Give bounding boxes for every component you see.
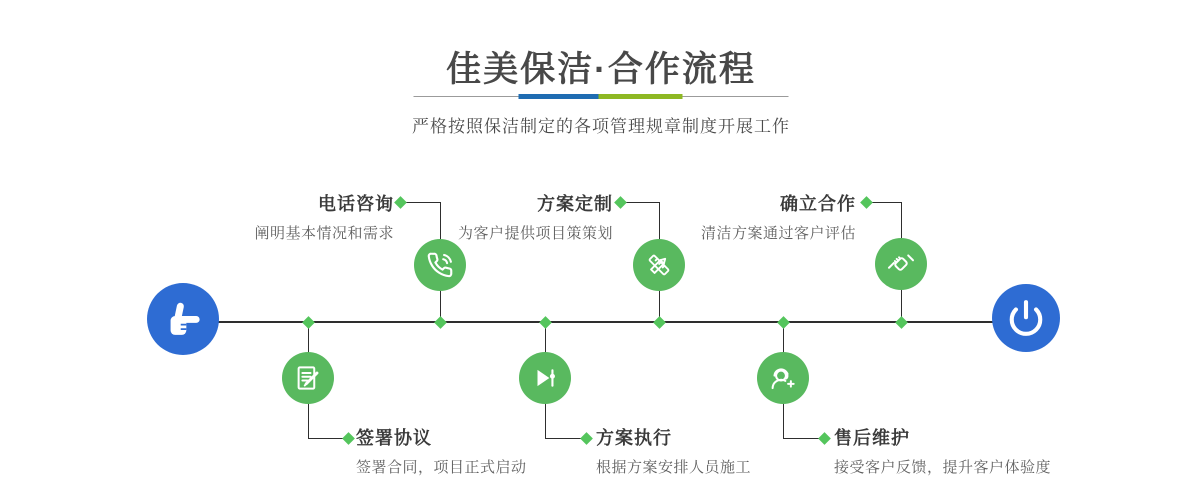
diamond-marker [302, 316, 315, 329]
step-text-service [834, 424, 1051, 477]
step-label: 签署协议 [356, 428, 432, 448]
step-text-sign [356, 424, 527, 477]
step-circle-design [633, 239, 685, 291]
diamond-marker [818, 432, 831, 445]
phone-icon [425, 250, 455, 280]
step-desc: 清洁方案通过客户评估 [700, 225, 856, 242]
execute-icon [530, 363, 560, 393]
end-circle [992, 284, 1060, 352]
step-circle-handshake [875, 238, 927, 290]
divider-blue-segment [519, 94, 599, 99]
divider-green-segment [599, 94, 683, 99]
step-label: 售后维护 [834, 428, 910, 448]
step-circle-phone [414, 239, 466, 291]
sign-doc-icon [293, 363, 323, 393]
step-text-handshake [701, 190, 856, 243]
diamond-marker [777, 316, 790, 329]
page-subtitle: 严格按照保洁制定的各项管理规章制度开展工作 [412, 117, 790, 136]
pointing-hand-icon [162, 298, 204, 340]
step-desc: 为客户提供项目策策划 [457, 225, 613, 242]
step-desc: 根据方案安排人员施工 [596, 459, 752, 476]
diamond-marker [580, 432, 593, 445]
diamond-marker [342, 432, 355, 445]
step-text-phone [254, 190, 394, 243]
step-desc: 签署合同，项目正式启动 [356, 459, 527, 476]
start-circle [147, 283, 219, 355]
diamond-marker [653, 316, 666, 329]
step-desc: 接受客户反馈，提升客户体验度 [834, 459, 1052, 476]
power-icon [1007, 299, 1045, 337]
design-icon [644, 250, 674, 280]
diamond-marker [539, 316, 552, 329]
step-circle-service [757, 352, 809, 404]
step-desc: 阐明基本情况和需求 [254, 225, 394, 242]
step-label: 确立合作 [780, 194, 856, 214]
diamond-marker [614, 196, 627, 209]
diamond-marker [860, 196, 873, 209]
page-title: 佳美保洁·合作流程 [446, 50, 756, 89]
diamond-marker [394, 196, 407, 209]
diamond-marker [434, 316, 447, 329]
diamond-marker [895, 316, 908, 329]
title-divider [414, 94, 789, 99]
step-label: 方案执行 [596, 428, 672, 448]
step-circle-sign [282, 352, 334, 404]
step-text-design [458, 190, 613, 243]
step-circle-execute [519, 352, 571, 404]
step-text-execute [596, 424, 751, 477]
step-label: 电话咨询 [318, 194, 394, 214]
service-icon [767, 362, 799, 394]
handshake-icon [885, 248, 917, 280]
step-label: 方案定制 [537, 194, 613, 214]
